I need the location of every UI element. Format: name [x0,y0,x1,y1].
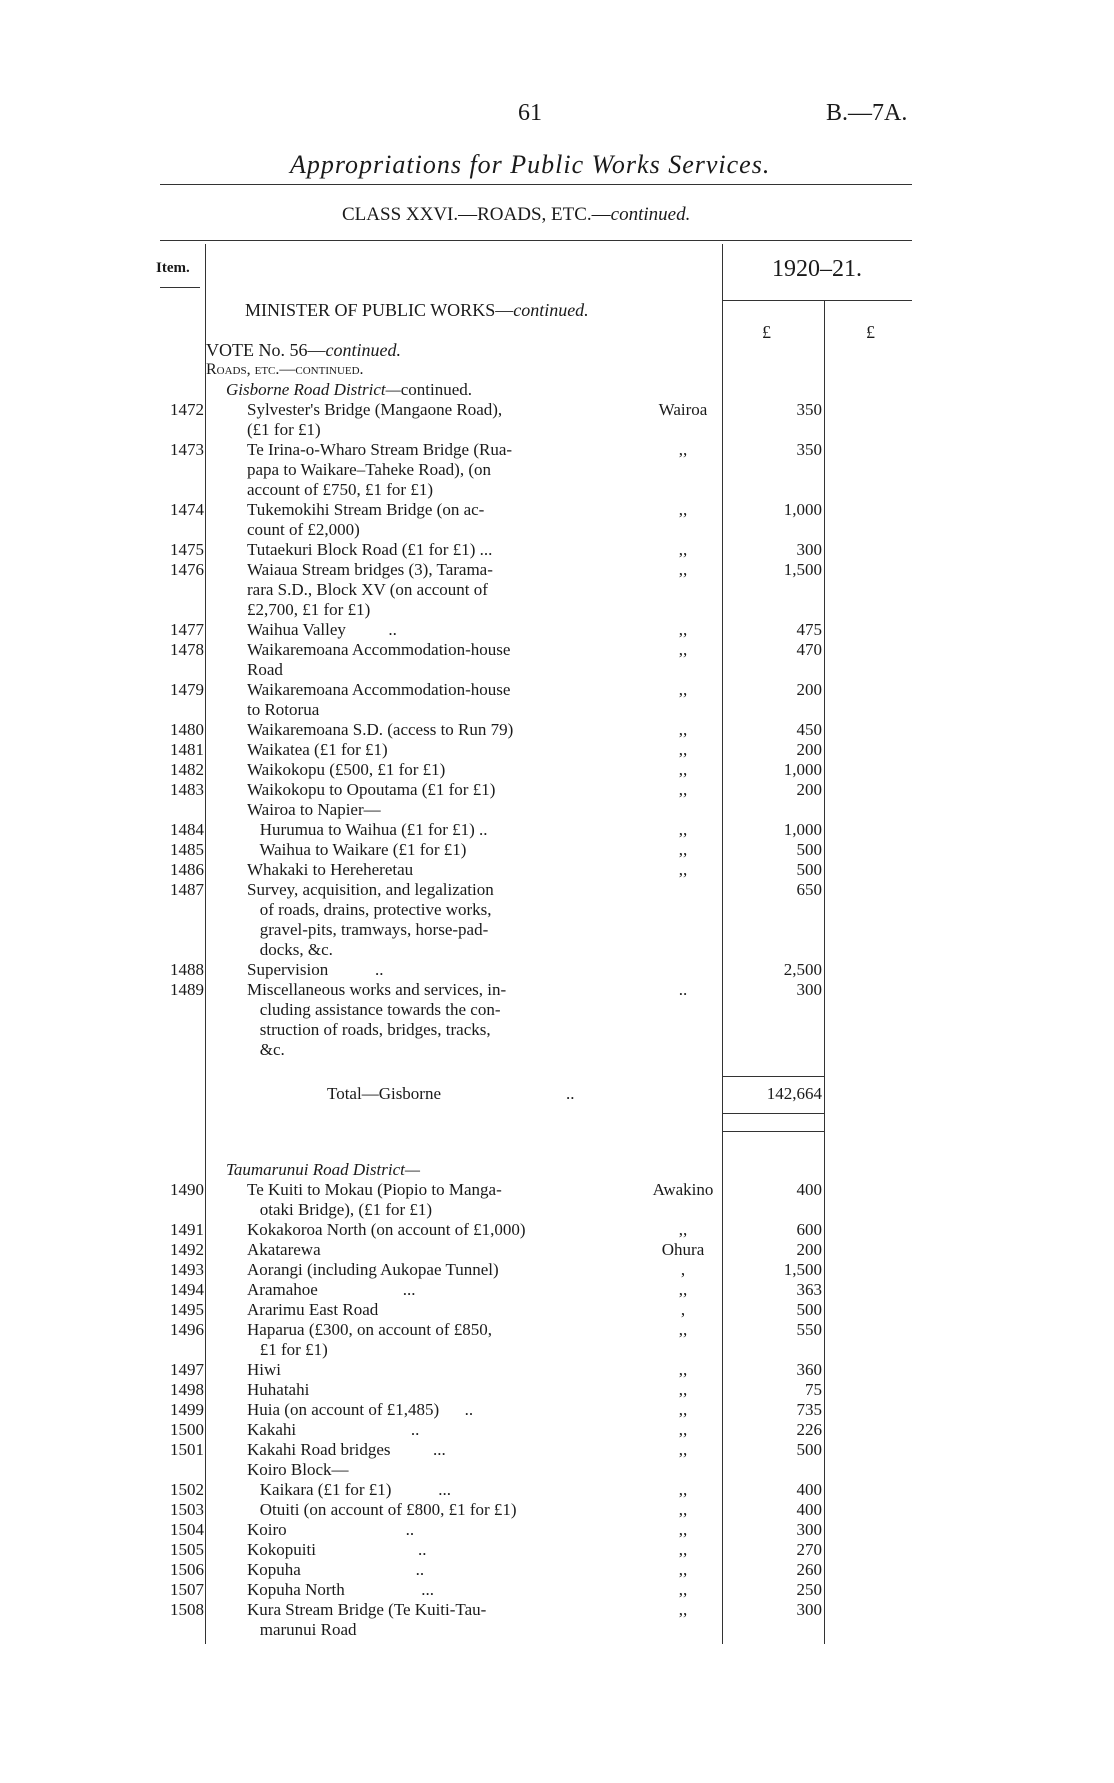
vote-heading-text: VOTE No. 56— [206,340,326,360]
currency-header-2: £ [866,322,875,342]
item-number: 1506 [170,1560,204,1579]
item-description: of roads, drains, protective works, [247,900,492,919]
item-location: Ohura [661,1240,705,1259]
item-description: Waikatea (£1 for £1) [247,740,388,759]
item-description: rara S.D., Block XV (on account of [247,580,488,599]
item-number: 1501 [170,1440,204,1459]
minister-heading-text: MINISTER OF PUBLIC WORKS— [245,300,514,320]
item-amount: 200 [796,1240,822,1259]
item-description: Waikaremoana Accommodation-house [247,680,511,699]
item-description: Ararimu East Road [247,1300,379,1319]
item-description: Kura Stream Bridge (Te Kuiti-Tau- [247,1600,487,1619]
total-bottom-rule-2 [722,1131,824,1132]
item-location: ,, [678,1580,688,1599]
roads-heading: Roads, etc.—continued. [206,361,364,378]
item-number: 1495 [170,1300,204,1319]
item-description: Waiaua Stream bridges (3), Tarama- [247,560,493,579]
item-amount: 226 [796,1420,822,1439]
title-rule [160,184,912,185]
item-description: Te Irina-o-Wharo Stream Bridge (Rua- [247,440,513,459]
item-number: 1486 [170,860,204,879]
item-description: Kopuha North ... [247,1580,434,1599]
item-number: 1503 [170,1500,204,1519]
item-location: ,, [678,840,688,859]
item-number: 1505 [170,1540,204,1559]
item-amount: 400 [796,1180,822,1199]
item-location: ,, [678,780,688,799]
document-reference: B.—7A. [826,100,908,126]
total-rule [722,1076,824,1077]
class-title-continued: continued. [610,204,691,225]
item-description: £2,700, £1 for £1) [247,600,371,619]
item-description: Sylvester's Bridge (Mangaone Road), [247,400,503,419]
item-column-header: Item. [156,260,190,276]
item-description: &c. [247,1040,285,1059]
item-location: ,, [678,1380,688,1399]
year-header: 1920–21. [772,256,862,282]
item-description: docks, &c. [247,940,333,959]
item-amount: 400 [796,1480,822,1499]
item-amount: 200 [796,680,822,699]
item-number: 1482 [170,760,204,779]
item-number: 1496 [170,1320,204,1339]
item-description: account of £750, £1 for £1) [247,480,434,499]
item-amount: 1,000 [783,500,822,519]
header-rule [160,240,912,241]
item-location: ,, [678,500,688,519]
item-location: ,, [678,860,688,879]
item-description: £1 for £1) [247,1340,328,1359]
item-description: Kokopuiti .. [247,1540,427,1559]
item-description: papa to Waikare–Taheke Road), (on [247,460,492,479]
item-description: Tutaekuri Block Road (£1 for £1) ... [247,540,493,559]
item-amount: 650 [796,880,822,899]
item-description: Survey, acquisition, and legalization [247,880,494,899]
gisborne-heading [226,380,472,400]
item-amount: 600 [796,1220,822,1239]
item-description: Waikokopu to Opoutama (£1 for £1) [247,780,496,799]
item-description: Waikaremoana Accommodation-house [247,640,511,659]
item-description: Haparua (£300, on account of £850, [247,1320,493,1339]
item-location: ,, [678,1520,688,1539]
item-location: ,, [678,1400,688,1419]
item-description: otaki Bridge), (£1 for £1) [247,1200,433,1219]
item-description: Waikokopu (£500, £1 for £1) [247,760,446,779]
item-amount: 350 [796,400,822,419]
item-location: ,, [678,540,688,559]
item-description: Otuiti (on account of £800, £1 for £1) [247,1500,517,1519]
item-description: Road [247,660,283,679]
item-description: Kakahi .. [247,1420,420,1439]
item-description: to Rotorua [247,700,320,719]
item-location: ,, [678,740,688,759]
item-description: Supervision .. [247,960,384,979]
item-location: ,, [678,1420,688,1439]
item-amount: 200 [796,780,822,799]
gisborne-heading-continued: continued. [400,380,473,399]
item-number: 1493 [170,1260,204,1279]
item-description: Waihua Valley .. [247,620,397,639]
item-number: 1508 [170,1600,204,1619]
vote-heading-continued: continued. [325,340,401,360]
item-description: Huia (on account of £1,485) .. [247,1400,474,1419]
total-dots: .. [566,1084,575,1103]
item-number: 1498 [170,1380,204,1399]
item-description: Akatarewa [247,1240,321,1259]
item-number: 1499 [170,1400,204,1419]
item-description: Waikaremoana S.D. (access to Run 79) [247,720,514,739]
item-amount: 260 [796,1560,822,1579]
item-location: ,, [678,440,688,459]
item-amount: 363 [796,1280,822,1299]
item-number: 1502 [170,1480,204,1499]
item-location: ,, [678,640,688,659]
item-description: Kokakoroa North (on account of £1,000) [247,1220,526,1239]
item-description: Wairoa to Napier— [247,800,381,819]
item-amount: 2,500 [783,960,822,979]
item-description: gravel-pits, tramways, horse-pad- [247,920,489,939]
item-description: Te Kuiti to Mokau (Piopio to Manga- [247,1180,502,1199]
item-amount: 550 [796,1320,822,1339]
item-amount: 735 [796,1400,822,1419]
item-description: Koiro .. [247,1520,415,1539]
item-description: Aorangi (including Aukopae Tunnel) [247,1260,499,1279]
item-header-rule [160,287,200,288]
item-description: struction of roads, bridges, tracks, [247,1020,491,1039]
item-amount: 1,500 [783,1260,822,1279]
item-description: Hurumua to Waihua (£1 for £1) .. [247,820,488,839]
item-description: cluding assistance towards the con- [247,1000,501,1019]
item-location: , [680,1260,686,1279]
item-column-rule [205,244,206,1644]
item-number: 1485 [170,840,204,859]
item-number: 1473 [170,440,204,459]
item-amount: 250 [796,1580,822,1599]
total-value: 142,664 [766,1084,822,1103]
class-title [342,204,690,226]
item-number: 1475 [170,540,204,559]
item-location: , [680,1300,686,1319]
item-location: ,, [678,680,688,699]
gisborne-heading-text: Gisborne Road District— [226,380,401,399]
amount-column-rule-mid [824,300,825,1644]
minister-heading [245,300,589,321]
item-amount: 350 [796,440,822,459]
item-amount: 500 [796,840,822,859]
item-amount: 500 [796,860,822,879]
currency-header-1: £ [762,322,771,342]
item-amount: 200 [796,740,822,759]
item-description: (£1 for £1) [247,420,321,439]
item-number: 1492 [170,1240,204,1259]
item-amount: 75 [805,1380,822,1399]
item-number: 1487 [170,880,204,899]
item-location: ,, [678,1480,688,1499]
item-amount: 300 [796,540,822,559]
item-description: Kaikara (£1 for £1) ... [247,1480,451,1499]
item-location: ,, [678,1280,688,1299]
vote-heading [206,340,401,361]
item-location: ,, [678,820,688,839]
item-description: Waihua to Waikare (£1 for £1) [247,840,467,859]
item-location: ,, [678,1320,688,1339]
item-location: ,, [678,1560,688,1579]
item-location: ,, [678,1360,688,1379]
item-amount: 500 [796,1440,822,1459]
item-location: ,, [678,760,688,779]
item-amount: 360 [796,1360,822,1379]
item-number: 1481 [170,740,204,759]
item-number: 1480 [170,720,204,739]
item-number: 1500 [170,1420,204,1439]
item-location: ,, [678,1600,688,1619]
item-number: 1477 [170,620,204,639]
item-number: 1489 [170,980,204,999]
item-number: 1490 [170,1180,204,1199]
item-description: Aramahoe ... [247,1280,416,1299]
item-amount: 1,000 [783,760,822,779]
item-location: Wairoa [658,400,708,419]
item-location: .. [678,980,688,999]
item-amount: 450 [796,720,822,739]
item-location: ,, [678,720,688,739]
item-number: 1479 [170,680,204,699]
item-amount: 270 [796,1540,822,1559]
item-number: 1488 [170,960,204,979]
item-location: ,, [678,1540,688,1559]
item-description: Miscellaneous works and services, in- [247,980,507,999]
taumarunui-heading: Taumarunui Road District— [226,1160,420,1179]
item-number: 1484 [170,820,204,839]
item-number: 1497 [170,1360,204,1379]
page-number: 61 [518,100,542,126]
item-number: 1474 [170,500,204,519]
item-number: 1483 [170,780,204,799]
item-location: Awakino [652,1180,714,1199]
item-description: Kopuha .. [247,1560,425,1579]
item-description: Hiwi [247,1360,281,1379]
year-header-rule [722,300,912,301]
total-bottom-rule [722,1113,824,1114]
item-location: ,, [678,560,688,579]
item-description: Kakahi Road bridges ... [247,1440,446,1459]
item-location: ,, [678,620,688,639]
item-description: marunui Road [247,1620,357,1639]
item-description: count of £2,000) [247,520,360,539]
item-amount: 300 [796,1600,822,1619]
item-number: 1507 [170,1580,204,1599]
item-amount: 400 [796,1500,822,1519]
item-location: ,, [678,1500,688,1519]
minister-heading-continued: continued. [513,300,589,320]
item-number: 1491 [170,1220,204,1239]
item-description: Tukemokihi Stream Bridge (on ac- [247,500,485,519]
item-description: Whakaki to Hereheretau [247,860,414,879]
total-label: Total—Gisborne [327,1084,442,1103]
item-amount: 1,500 [783,560,822,579]
item-amount: 470 [796,640,822,659]
item-number: 1476 [170,560,204,579]
item-amount: 1,000 [783,820,822,839]
item-amount: 300 [796,980,822,999]
page-title: Appropriations for Public Works Services. [290,150,771,179]
item-location: ,, [678,1220,688,1239]
item-description: Huhatahi [247,1380,310,1399]
item-amount: 475 [796,620,822,639]
item-number: 1504 [170,1520,204,1539]
item-number: 1494 [170,1280,204,1299]
item-amount: 500 [796,1300,822,1319]
item-amount: 300 [796,1520,822,1539]
item-location: ,, [678,1440,688,1459]
class-title-text: CLASS XXVI.—ROADS, ETC.— [342,204,611,225]
item-description: Koiro Block— [247,1460,349,1479]
item-number: 1478 [170,640,204,659]
item-number: 1472 [170,400,204,419]
